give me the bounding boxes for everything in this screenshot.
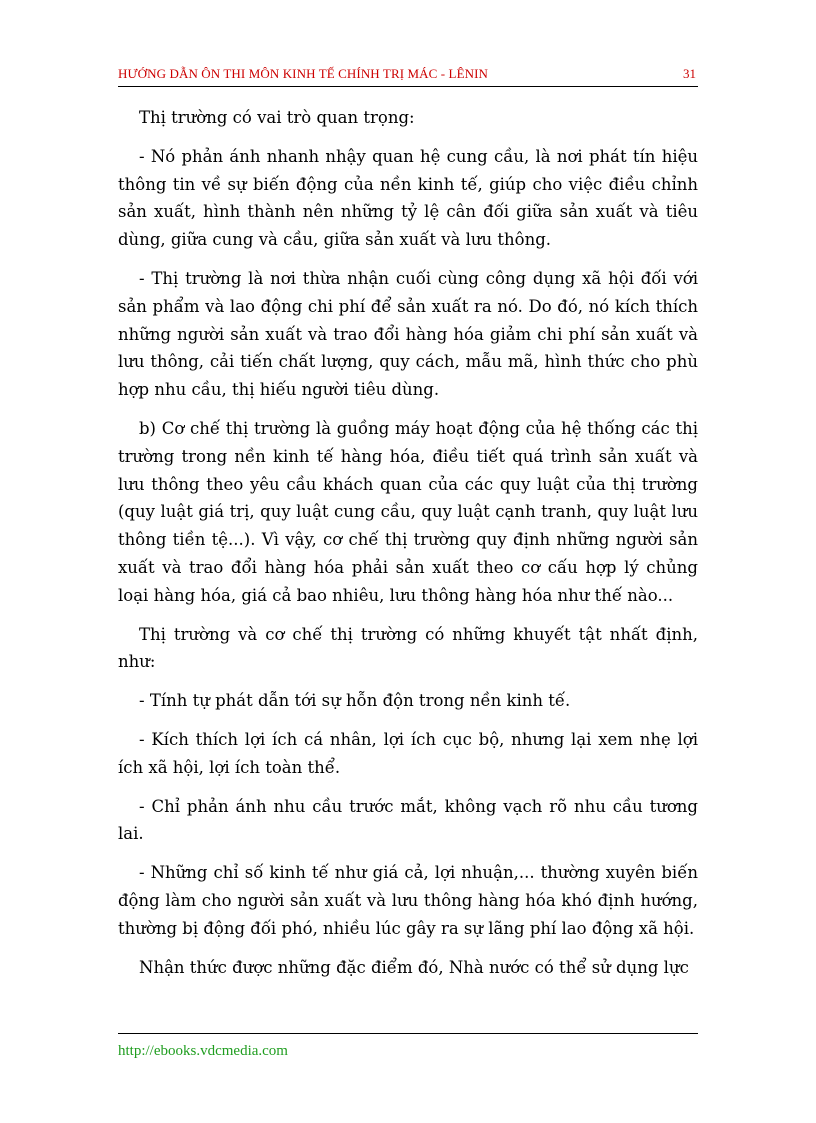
body-text [118, 104, 698, 992]
paragraph: - Chỉ phản ánh nhu cầu trước mắt, không vạch rõ nhu cầu tương lai. [118, 796, 698, 844]
footer-divider [118, 1033, 698, 1034]
paragraph: Thị trường và cơ chế thị trường có những khuyết tật nhất định, như: [118, 624, 698, 672]
page-header [118, 66, 698, 87]
paragraph: - Những chỉ số kinh tế như giá cả, lợi nhuận,... thường xuyên biến động làm cho người sản xuất và lưu thông hàng hóa khó định hướng, thường bị động đối phó, nhiều lúc gây ra sự lãng phí lao động xã hội. [118, 863, 698, 938]
paragraph: - Kích thích lợi ích cá nhân, lợi ích cục bộ, nhưng lại xem nhẹ lợi ích xã hội, lợi ích toàn thể. [118, 729, 698, 777]
paragraph: b) Cơ chế thị trường là guồng máy hoạt động của hệ thống các thị trường trong nền kinh tế hàng hóa, điều tiết quá trình sản xuất và lưu thông theo yêu cầu khách quan của các quy luật của thị trường (quy luật giá trị, quy luật cung cầu, quy luật cạnh tranh, quy luật lưu thông tiền tệ...). Vì vậy, cơ chế thị trường quy định những người sản xuất và trao đổi hàng hóa phải sản xuất theo cơ cấu hợp lý chủng loại hàng hóa, giá cả bao nhiêu, lưu thông hàng hóa như thế nào... [118, 418, 698, 605]
paragraph: Thị trường có vai trò quan trọng: [139, 108, 415, 127]
paragraph: Nhận thức được những đặc điểm đó, Nhà nước có thể sử dụng lực [139, 957, 689, 977]
footer-link[interactable]: http://ebooks.vdcmedia.com [118, 1043, 288, 1059]
header-title: HƯỚNG DẪN ÔN THI MÔN KINH TẾ CHÍNH TRỊ MÁC - LÊNIN [118, 66, 489, 81]
paragraph: - Thị trường là nơi thừa nhận cuối cùng công dụng xã hội đối với sản phẩm và lao động chi phí để sản xuất ra nó. Do đó, nó kích thích những người sản xuất và trao đổi hàng hóa giảm chi phí sản xuất và lưu thông, cải tiến chất lượng, quy cách, mẫu mã, hình thức cho phù hợp nhu cầu, thị hiếu người tiêu dùng. [118, 268, 698, 400]
paragraph: - Nó phản ánh nhanh nhậy quan hệ cung cầu, là nơi phát tín hiệu thông tin về sự biến động của nền kinh tế, giúp cho việc điều chỉnh sản xuất, hình thành nên những tỷ lệ cân đối giữa sản xuất và tiêu dùng, giữa cung và cầu, giữa sản xuất và lưu thông. [118, 146, 698, 250]
paragraph: - Tính tự phát dẫn tới sự hỗn độn trong nền kinh tế. [139, 691, 571, 711]
page-number: 31 [683, 66, 696, 81]
